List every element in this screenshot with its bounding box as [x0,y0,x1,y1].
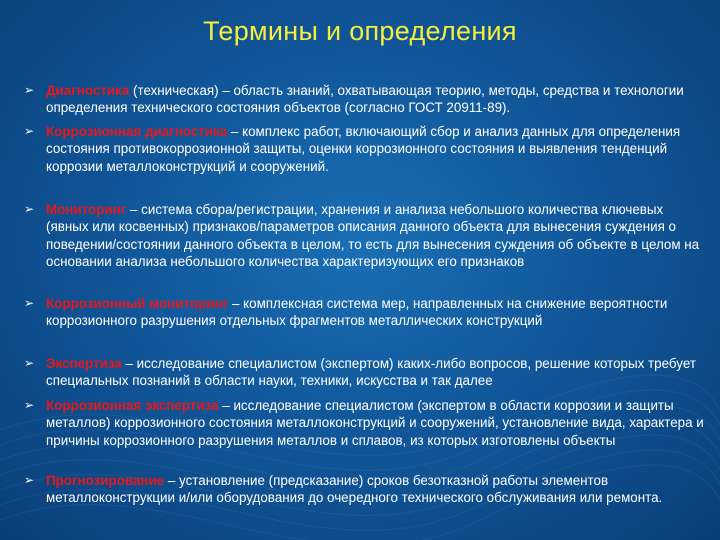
definition: – комплексная система мер, направленных на снижение вероятности коррозионного разрушения отдельных фрагментов металлических конструкций [46,296,668,329]
list-item [24,82,706,117]
term: Мониторинг [46,202,127,217]
definition: – исследование специалистом (экспертом в области коррозии и защиты металлов) коррозионного состояния металлоконструкций и сооружений, установление вида, характера и причины коррозионного разрушения металлов и сплавов, из которых изготовлены объекты [46,398,704,448]
definition: – комплекс работ, включающий сбор и анализ данных для определения состояния противокоррозионной защиты, оценки коррозионного состояния и выявления тенденций коррозии металлоконструкций и сооружений. [46,124,681,174]
arrowhead-bullet-icon: ➢ [24,473,35,487]
definition: – система сбора/регистрации, хранения и анализа небольшого количества ключевых (явных или косвенных) признаков/параметров описания данного объекта для вынесения суждения о поведении/состоянии данного объекта в целом, то есть для вынесения суждения об объекте в целом на основании анализа небольшого количества характеризующих его признаков [46,202,700,269]
definition: (техническая) – область знаний, охватывающая теорию, методы, средства и технологии определения технического состояния объектов (согласно ГОСТ 20911-89). [46,83,684,116]
arrowhead-bullet-icon: ➢ [24,83,35,97]
definition: – установление (предсказание) сроков безотказной работы элементов металлоконструкции и/или оборудования до очередного технического обслуживания или ремонта. [46,473,663,506]
arrowhead-bullet-icon: ➢ [24,356,35,370]
arrowhead-bullet-icon: ➢ [24,296,35,310]
definition: – исследование специалистом (экспертом) каких-либо вопросов, решение которых требует специальных познаний в области науки, техники, искусства и так далее [46,356,696,389]
term: Экспертиза [46,356,122,371]
list-item [24,397,706,449]
term: Коррозионный мониторинг [46,296,229,311]
slide-title: Термины и определения [203,16,517,46]
term: Коррозионная диагностика [46,124,228,139]
list-item [24,201,706,270]
list-item [24,355,706,390]
list-item [24,295,706,330]
list-item [24,472,706,507]
arrowhead-bullet-icon: ➢ [24,202,35,216]
list-item [24,123,706,175]
term: Диагностика [46,83,130,98]
term: Коррозионная экспертиза [46,398,219,413]
arrowhead-bullet-icon: ➢ [24,398,35,412]
term: Прогнозирование [46,473,165,488]
arrowhead-bullet-icon: ➢ [24,124,35,138]
